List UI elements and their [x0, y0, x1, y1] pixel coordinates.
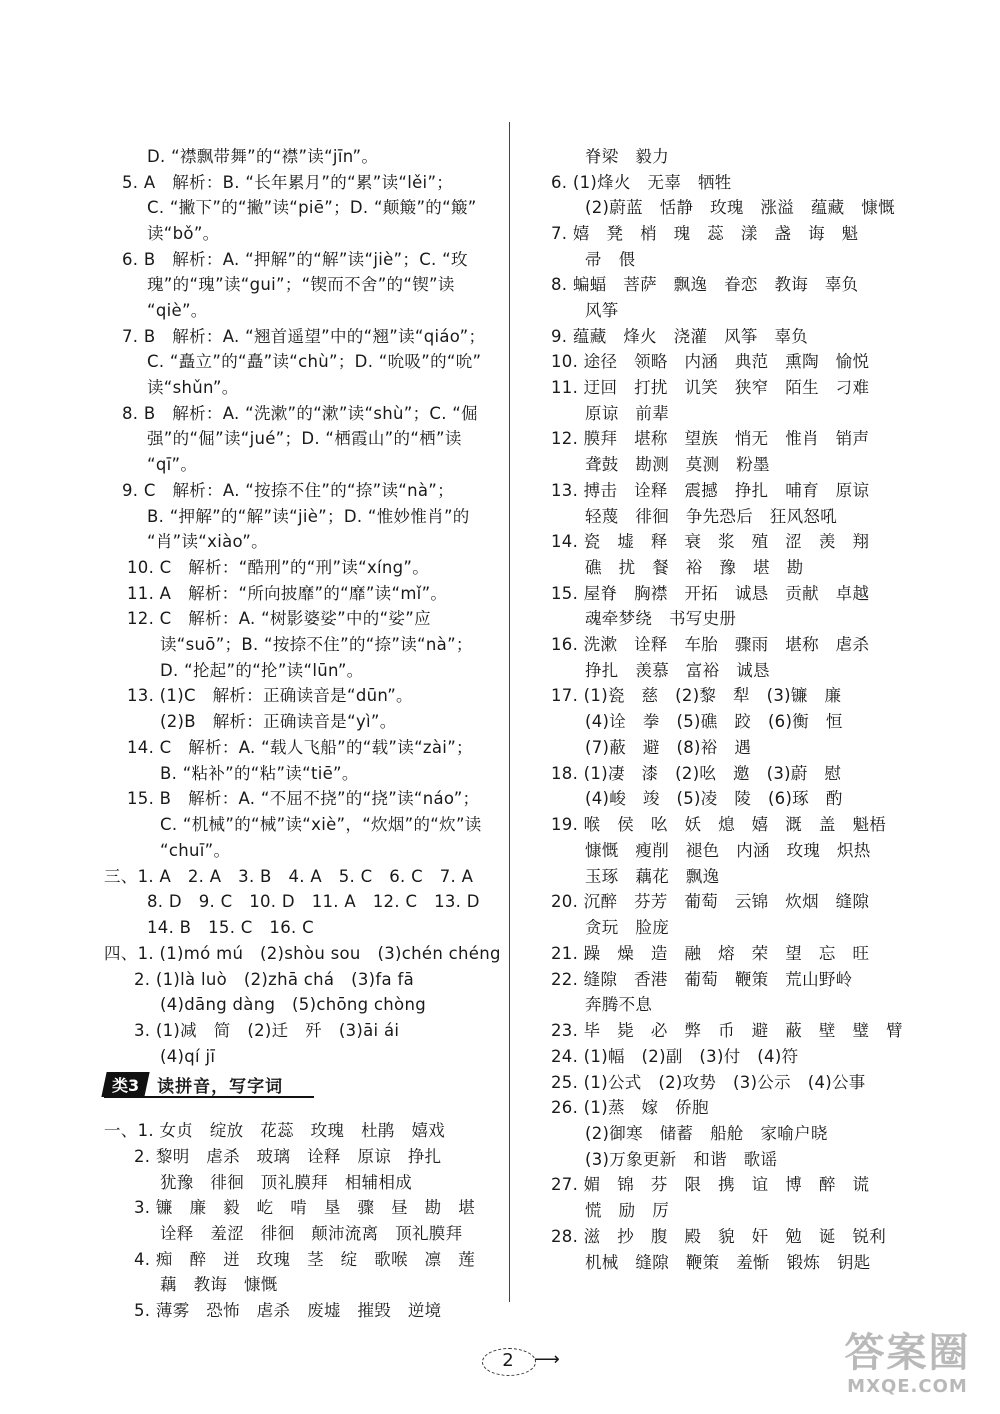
text-line: 15. 屋脊 胸襟 开拓 诚恳 贡献 卓越	[551, 584, 870, 603]
watermark-logo: 答案圈	[844, 1330, 971, 1376]
text-line: “肖”读“xiào”。	[147, 532, 268, 551]
text-line: C. “机械”的“械”读“xiè”，“炊烟”的“炊”读	[160, 815, 482, 834]
text-line: 聋鼓 勘测 莫测 粉墨	[585, 455, 770, 474]
text-line: 11. 迂回 打扰 讥笑 狭窄 陌生 刁难	[551, 378, 870, 397]
text-line: 三、1. A 2. A 3. B 4. A 5. C 6. C 7. A	[104, 867, 474, 886]
text-line: 玉琢 藕花 飘逸	[585, 867, 720, 886]
text-line: 27. 媚 锦 芬 限 携 谊 博 醉 谎	[551, 1175, 870, 1194]
text-line: 15. B 解析：A. “不屈不挠”的“挠”读“náo”；	[127, 789, 480, 808]
text-line: 强”的“倔”读“jué”；D. “栖霞山”的“栖”读	[147, 429, 462, 448]
text-line: 挣扎 羡慕 富裕 诚恳	[585, 661, 770, 680]
text-line: 18. (1)凄 漆 (2)吆 邀 (3)蔚 慰	[551, 764, 842, 783]
text-line: 8. D 9. C 10. D 11. A 12. C 13. D	[147, 892, 480, 911]
text-line: 犹豫 徘徊 顶礼膜拜 相辅相成	[160, 1173, 412, 1192]
text-line: (2)B 解析：正确读音是“yì”。	[160, 712, 397, 731]
text-line: 19. 喉 侯 吆 妖 熄 嬉 溉 盖 魁梧	[551, 815, 887, 834]
section-badge: 类3	[101, 1072, 149, 1097]
text-line: 10. 途径 领略 内涵 典范 熏陶 愉悦	[551, 352, 870, 371]
text-line: C. “撇下”的“撇”读“piē”；D. “颠簸”的“簸”	[147, 198, 477, 217]
text-line: 2. 黎明 虐杀 玻璃 诠释 原谅 挣扎	[134, 1147, 442, 1166]
text-line: 13. (1)C 解析：正确读音是“dūn”。	[127, 686, 413, 705]
text-line: 5. A 解析：B. “长年累月”的“累”读“lěi”；	[122, 173, 454, 192]
text-line: 20. 沉醉 芬芳 葡萄 云锦 炊烟 缝隙	[551, 892, 870, 911]
text-line: 13. 搏击 诠释 震撼 挣扎 哺育 原谅	[551, 481, 870, 500]
text-line: 26. (1)蒸 嫁 侨胞	[551, 1098, 709, 1117]
text-line: 23. 毕 毙 必 弊 币 避 蔽 壁 璧 臂	[551, 1021, 903, 1040]
text-line: D. “抡起”的“抡”读“lūn”。	[160, 661, 364, 680]
watermark-url: MXQE.COM	[847, 1376, 968, 1397]
text-line: 脊梁 毅力	[585, 147, 669, 166]
text-line: 读“suō”；B. “按捺不住”的“捺”读“nà”；	[160, 635, 473, 654]
text-line: “chuī”。	[160, 841, 231, 860]
watermark	[820, 1330, 995, 1410]
text-line: 10. C 解析：“酷刑”的“刑”读“xíng”。	[127, 558, 430, 577]
text-line: (2)蔚蓝 恬静 玫瑰 涨溢 蕴藏 慷慨	[585, 198, 895, 217]
page-number-text: 2	[502, 1350, 514, 1371]
text-line: 诠释 羞涩 徘徊 颠沛流离 顶礼膜拜	[160, 1224, 463, 1243]
text-line: 6. B 解析：A. “押解”的“解”读“jiè”；C. “玫	[122, 250, 468, 269]
section-underline	[104, 1096, 314, 1098]
text-line: 轻蔑 徘徊 争先恐后 狂风怒吼	[585, 507, 837, 526]
text-line: 8. B 解析：A. “洗漱”的“漱”读“shù”；C. “倔	[122, 404, 478, 423]
text-line: 帚 偎	[585, 250, 636, 269]
text-line: 28. 滋 抄 腹 殿 貌 奸 勉 诞 锐利	[551, 1227, 887, 1246]
text-line: 9. C 解析：A. “按捺不住”的“捺”读“nà”；	[122, 481, 454, 500]
text-line: 慷慨 瘦削 褪色 内涵 玫瑰 炽热	[585, 841, 871, 860]
text-line: 22. 缝隙 香港 葡萄 鞭策 荒山野岭	[551, 970, 853, 989]
text-line: 贪玩 脸庞	[585, 918, 669, 937]
text-line: 24. (1)幅 (2)副 (3)付 (4)符	[551, 1047, 799, 1066]
text-line: 8. 蝙蝠 菩萨 飘逸 眷恋 教诲 辜负	[551, 275, 859, 294]
text-line: 礁 扰 餐 裕 豫 堪 勘	[585, 558, 804, 577]
text-line: 魂牵梦绕 书写史册	[585, 609, 737, 628]
text-line: “qī”。	[147, 455, 198, 474]
text-line: 14. B 15. C 16. C	[147, 918, 314, 937]
text-line: D. “襟飘带舞”的“襟”读“jīn”。	[147, 147, 379, 166]
text-line: 读“bǒ”。	[147, 224, 220, 243]
text-line: (4)dāng dàng (5)chōng chòng	[160, 995, 426, 1014]
text-line: 12. 膜拜 堪称 望族 悄无 惟肖 销声	[551, 429, 870, 448]
text-line: 25. (1)公式 (2)攻势 (3)公示 (4)公事	[551, 1073, 866, 1092]
text-line: 2. (1)là luò (2)zhā chá (3)fa fā	[134, 970, 414, 989]
text-line: 奔腾不息	[585, 995, 653, 1014]
text-line: 21. 躁 燥 造 融 熔 荣 望 忘 旺	[551, 944, 870, 963]
text-line: 四、1. (1)mó mú (2)shòu sou (3)chén chéng	[104, 944, 501, 963]
text-line: 14. C 解析：A. “载人飞船”的“载”读“zài”；	[127, 738, 473, 757]
section-header	[104, 1072, 283, 1096]
text-line: 藕 教诲 慷慨	[160, 1275, 278, 1294]
text-line: (2)御寒 储蓄 船舱 家喻户晓	[585, 1124, 828, 1143]
text-line: 7. 嬉 凳 梢 瑰 蕊 漾 盏 诲 魁	[551, 224, 859, 243]
text-line: 3. (1)减 简 (2)迁 歼 (3)āi ái	[134, 1021, 400, 1040]
text-line: 读“shǔn”。	[147, 378, 239, 397]
text-line: (4)峻 竣 (5)凌 陵 (6)琢 酌	[585, 789, 843, 808]
text-line: “qiè”。	[147, 301, 208, 320]
text-line: 6. (1)烽火 无辜 牺牲	[551, 173, 732, 192]
text-line: 17. (1)瓷 慈 (2)黎 犁 (3)镰 廉	[551, 686, 842, 705]
text-line: 机械 缝隙 鞭策 羞惭 锻炼 钥匙	[585, 1253, 871, 1272]
text-line: 14. 瓷 墟 释 衰 浆 殖 涩 羡 翔	[551, 532, 870, 551]
text-line: B. “粘补”的“粘”读“tiē”。	[160, 764, 359, 783]
text-line: C. “矗立”的“矗”读“chù”；D. “吮吸”的“吮”	[147, 352, 482, 371]
text-line: 4. 痴 醉 迸 玫瑰 茎 绽 歌喉 凛 莲	[134, 1250, 476, 1269]
text-line: 慌 励 厉	[585, 1201, 669, 1220]
text-line: 5. 薄雾 恐怖 虐杀 废墟 摧毁 逆境	[134, 1301, 442, 1320]
text-line: B. “押解”的“解”读“jiè”；D. “惟妙惟肖”的	[147, 507, 470, 526]
text-line: (4)qí jī	[160, 1047, 216, 1066]
page-number	[482, 1346, 560, 1376]
text-line: 风筝	[585, 301, 619, 320]
arrow-icon: ⟶	[534, 1349, 560, 1370]
text-line: 一、1. 女贞 绽放 花蕊 玫瑰 杜鹃 嬉戏	[104, 1121, 446, 1140]
section-title: 读拼音，写字词	[157, 1076, 284, 1097]
text-line: (4)诠 拳 (5)礁 跤 (6)衡 恒	[585, 712, 843, 731]
text-line: 11. A 解析：“所向披靡”的“靡”读“mǐ”。	[127, 584, 448, 603]
text-line: 3. 镰 廉 毅 屹 啃 垦 骤 昼 勘 堪	[134, 1198, 476, 1217]
column-divider	[509, 122, 510, 1302]
text-line: 原谅 前辈	[585, 404, 669, 423]
text-line: 12. C 解析：A. “树影婆娑”中的“娑”应	[127, 609, 431, 628]
text-line: 瑰”的“瑰”读“gui”；“锲而不舍”的“锲”读	[147, 275, 455, 294]
text-line: 9. 蕴藏 烽火 浇灌 风筝 辜负	[551, 327, 809, 346]
text-line: 7. B 解析：A. “翘首遥望”中的“翘”读“qiáo”；	[122, 327, 486, 346]
text-line: 16. 洗漱 诠释 车胎 骤雨 堪称 虐杀	[551, 635, 870, 654]
text-line: (7)蔽 避 (8)裕 遇	[585, 738, 752, 757]
text-line: (3)万象更新 和谐 歌谣	[585, 1150, 778, 1169]
